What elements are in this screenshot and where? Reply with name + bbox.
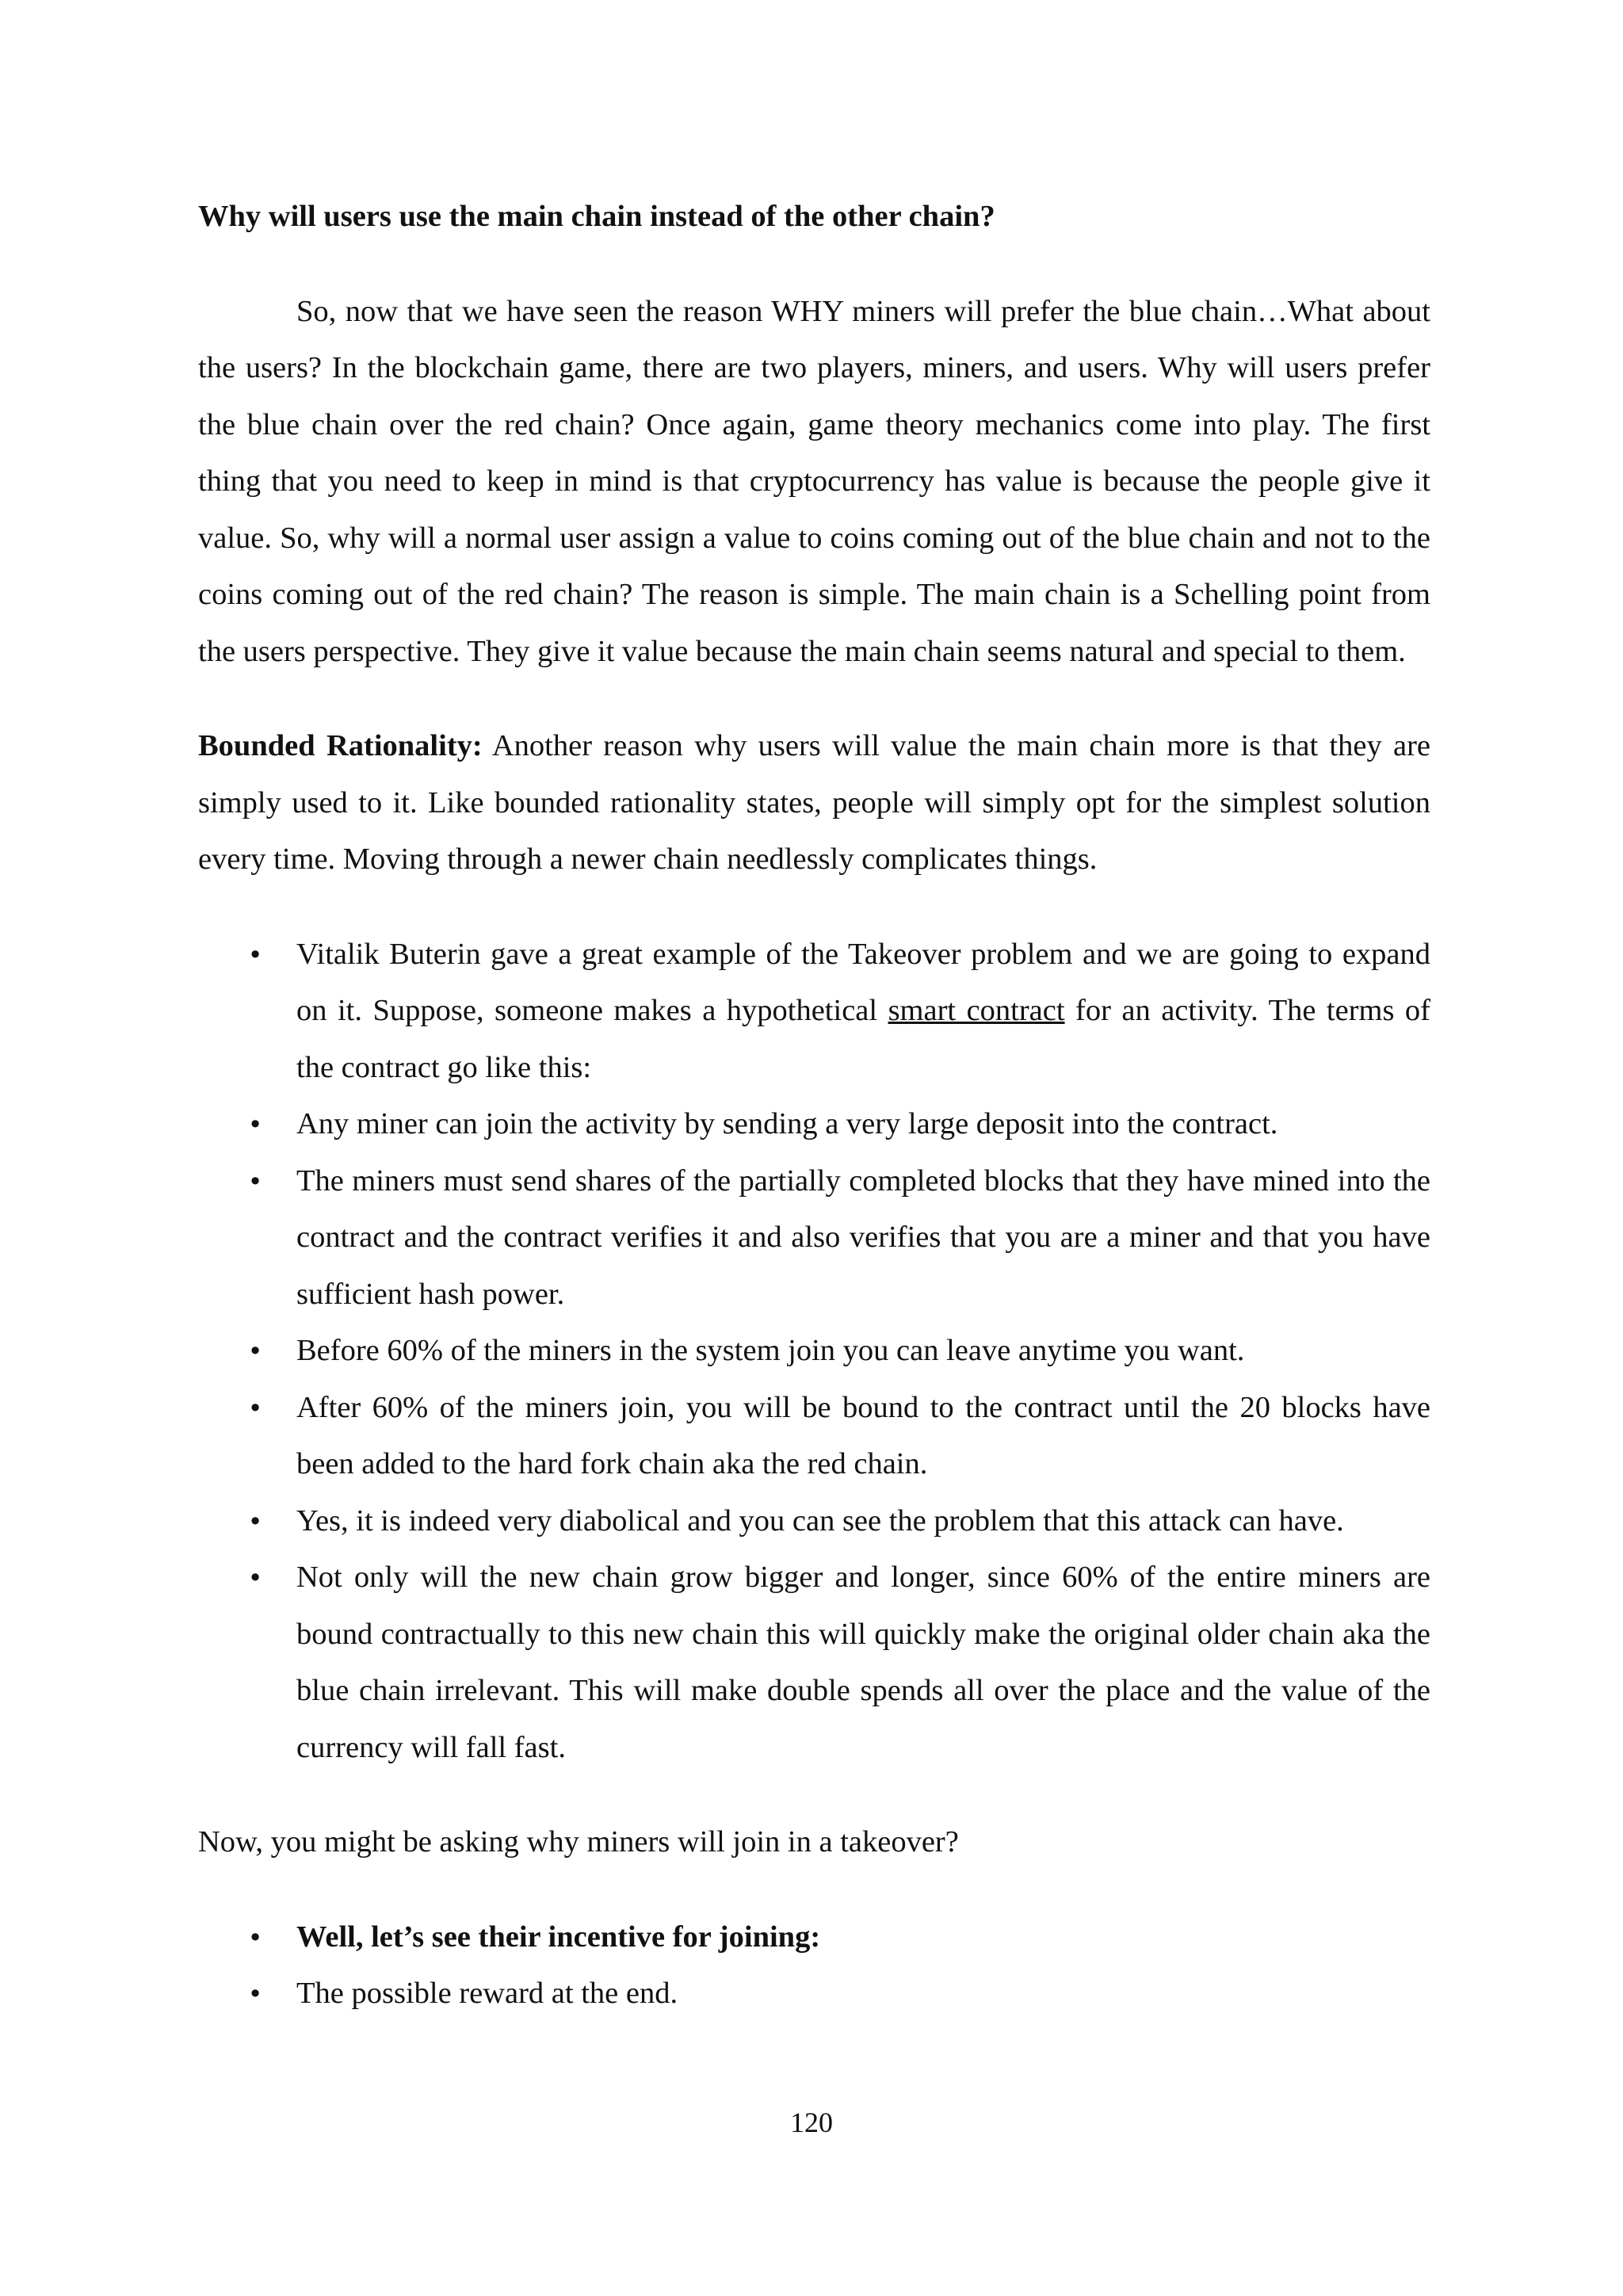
list-item-text: Any miner can join the activity by sending a very large deposit into the contract. <box>296 1107 1278 1140</box>
list-item <box>198 1493 1430 1550</box>
list-item-text: Not only will the new chain grow bigger and longer, since 60% of the entire miners are bound contractually to this new chain this will quickly make the original older chain aka the blue chain irrelevant. This will make double spends all over the place and the value of the currency will fall fast. <box>296 1561 1430 1764</box>
page-number: 120 <box>790 2107 833 2138</box>
paragraph-users: So, now that we have seen the reason WHY miners will prefer the blue chain…What about the users? In the blockchain game, there are two players, miners, and users. Why will users prefer the blue chain over the red chain? Once again, game theory mechanics come into play. The first thing that you need to keep in mind is that cryptocurrency has value is because the people give it value. So, why will a normal user assign a value to coins coming out of the blue chain and not to the coins coming out of the red chain? The reason is simple. The main chain is a Schelling point from the users perspective. They give it value because the main chain seems natural and special to them. <box>198 294 1430 668</box>
list-item <box>198 1549 1430 1776</box>
list-item <box>198 1153 1430 1324</box>
list-item-text: The possible reward at the end. <box>296 1977 678 2010</box>
paragraph-takeover-question: Now, you might be asking why miners will join in a takeover? <box>198 1825 959 1859</box>
paragraph-bounded-rationality <box>198 718 1430 888</box>
bullet-icon <box>247 1323 263 1381</box>
list-item <box>198 926 1430 1097</box>
list-item-text: Before 60% of the miners in the system join you can leave anytime you want. <box>296 1334 1245 1367</box>
list-item-text: for an activity. The terms of the contract go like this: <box>296 994 1430 1084</box>
list-item-text: After 60% of the miners join, you will be bound to the contract until the 20 blocks have been added to the hard fork chain aka the red chain. <box>296 1390 1430 1480</box>
bullet-icon <box>247 1380 263 1438</box>
bullet-icon <box>247 1153 263 1211</box>
list-item-text: The miners must send shares of the partially completed blocks that they have mined into the contract and the contract verifies it and also verifies that you are a miner and that you have sufficient hash power. <box>296 1163 1430 1311</box>
bullet-icon <box>247 1549 263 1607</box>
list-item <box>198 1966 1430 2023</box>
list-item-text: Well, let’s see their incentive for joining: <box>296 1920 821 1954</box>
bullet-icon <box>247 1966 263 2023</box>
list-item <box>198 1323 1430 1380</box>
bullet-icon <box>247 1909 263 1967</box>
bullet-icon <box>247 1493 263 1551</box>
list-item-text: Vitalik Buterin gave a great example of the Takeover problem and we are going to expand on it. Suppose, someone makes a hypothetical <box>296 937 1430 1027</box>
bullet-icon <box>247 926 263 984</box>
list-item <box>198 1909 1430 1966</box>
bounded-rationality-label: Bounded Rationality: <box>198 729 483 762</box>
incentive-list <box>198 1909 1430 2023</box>
smart-contract-link[interactable]: smart contract <box>888 994 1065 1027</box>
page-body <box>198 189 1430 2023</box>
bounded-rationality-text: Another reason why users will value the main chain more is that they are simply used to it. Like bounded rationality states, people will simply opt for the simplest solution every time. Moving through a newer chain needlessly complicates things. <box>198 729 1430 876</box>
list-item-text: Yes, it is indeed very diabolical and you can see the problem that this attack can have. <box>296 1503 1344 1538</box>
section-heading: Why will users use the main chain instead of the other chain? <box>198 200 995 233</box>
takeover-list <box>198 926 1430 1777</box>
bullet-icon <box>247 1096 263 1154</box>
list-item <box>198 1096 1430 1153</box>
list-item <box>198 1380 1430 1493</box>
